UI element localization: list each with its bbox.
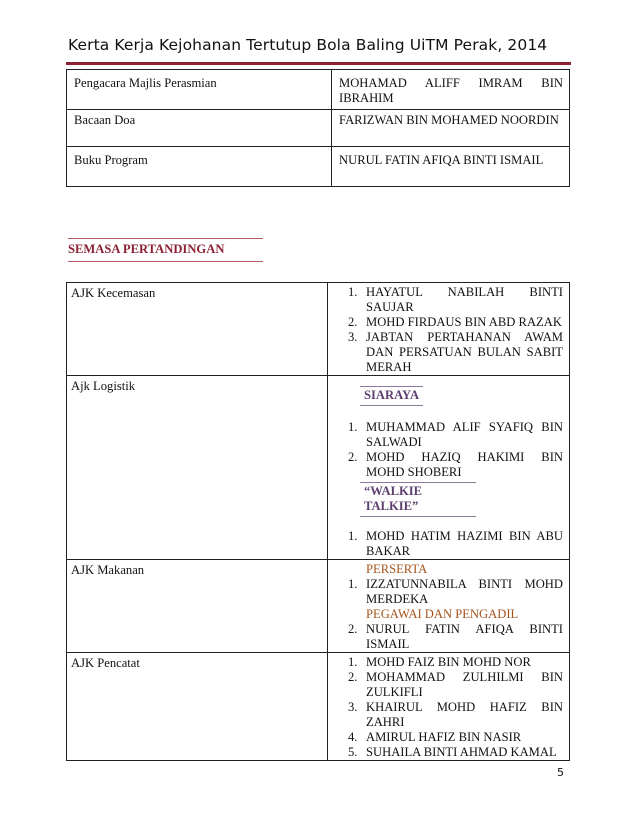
member-list	[336, 622, 563, 652]
item-number: 2.	[348, 450, 358, 464]
member-list	[336, 529, 563, 559]
section-title: SEMASA PERTANDINGAN	[68, 238, 263, 262]
subsection-label: “WALKIE TALKIE”	[360, 482, 476, 517]
subsection-label: SIARAYA	[360, 386, 423, 406]
item-number: 1.	[348, 420, 358, 434]
role-cell: Pengacara Majlis Perasmian	[67, 70, 332, 110]
item-number: 1.	[348, 285, 358, 299]
role-cell: AJK Kecemasan	[67, 283, 328, 376]
item-number: 1.	[348, 655, 358, 669]
member-name: NURUL FATIN AFIQA BINTI ISMAIL	[366, 622, 563, 651]
table-row	[67, 147, 570, 187]
list-item	[336, 420, 563, 450]
table-row	[67, 283, 570, 376]
name-cell: MOHAMAD ALIFF IMRAM BIN IBRAHIM	[332, 70, 570, 110]
list-item	[336, 700, 563, 730]
item-number: 2.	[348, 315, 358, 329]
item-number: 5.	[348, 745, 358, 759]
list-item	[336, 670, 563, 700]
item-number: 4.	[348, 730, 358, 744]
list-item	[336, 745, 563, 760]
member-name: IZZATUNNABILA BINTI MOHD MERDEKA	[366, 577, 563, 606]
list-item	[336, 285, 563, 315]
item-number: 3.	[348, 330, 358, 344]
table-row	[67, 376, 570, 560]
member-name: KHAIRUL MOHD HAFIZ BIN ZAHRI	[366, 700, 563, 729]
list-item	[336, 577, 563, 607]
page-number: 5	[557, 766, 564, 779]
list-item	[336, 730, 563, 745]
members-cell	[328, 653, 570, 761]
member-name: JABTAN PERTAHANAN AWAM DAN PERSATUAN BULAN SABIT MERAH	[366, 330, 563, 374]
list-item	[336, 330, 563, 375]
members-cell	[328, 376, 570, 560]
list-item	[336, 655, 563, 670]
list-item	[336, 622, 563, 652]
member-list	[336, 655, 563, 760]
member-list	[336, 420, 563, 480]
committee-table	[66, 282, 570, 761]
members-cell	[328, 283, 570, 376]
table-row	[67, 70, 570, 110]
table-row	[67, 110, 570, 147]
role-cell: Buku Program	[67, 147, 332, 187]
item-number: 3.	[348, 700, 358, 714]
item-number: 2.	[348, 622, 358, 636]
member-list	[336, 285, 563, 375]
page-header-title: Kerta Kerja Kejohanan Tertutup Bola Baling UiTM Perak, 2014	[68, 36, 548, 54]
list-item	[336, 450, 563, 480]
member-name: MOHD HATIM HAZIMI BIN ABU BAKAR	[366, 529, 563, 558]
name-cell: FARIZWAN BIN MOHAMED NOORDIN	[332, 110, 570, 147]
role-cell: AJK Pencatat	[67, 653, 328, 761]
member-name: MOHD FAIZ BIN MOHD NOR	[366, 655, 531, 669]
table-row	[67, 653, 570, 761]
member-name: HAYATUL NABILAH BINTI SAUJAR	[366, 285, 563, 314]
item-number: 1.	[348, 529, 358, 543]
member-list	[336, 577, 563, 607]
list-item	[336, 529, 563, 559]
member-name: MOHD HAZIQ HAKIMI BIN MOHD SHOBERI	[366, 450, 563, 479]
header-rule	[66, 62, 571, 65]
members-cell	[328, 560, 570, 653]
role-cell: Bacaan Doa	[67, 110, 332, 147]
role-cell: AJK Makanan	[67, 560, 328, 653]
member-name: MOHD FIRDAUS BIN ABD RAZAK	[366, 315, 562, 329]
role-cell: Ajk Logistik	[67, 376, 328, 560]
subsection-label: PERSERTA	[366, 562, 428, 576]
table-row	[67, 560, 570, 653]
member-name: SUHAILA BINTI AHMAD KAMAL	[366, 745, 557, 759]
member-name: MUHAMMAD ALIF SYAFIQ BIN SALWADI	[366, 420, 563, 449]
member-name: MOHAMMAD ZULHILMI BIN ZULKIFLI	[366, 670, 563, 699]
item-number: 2.	[348, 670, 358, 684]
item-number: 1.	[348, 577, 358, 591]
subsection-label: PEGAWAI DAN PENGADIL	[366, 607, 519, 621]
name-cell: NURUL FATIN AFIQA BINTI ISMAIL	[332, 147, 570, 187]
list-item	[336, 315, 563, 330]
member-name: AMIRUL HAFIZ BIN NASIR	[366, 730, 522, 744]
ceremony-table	[66, 69, 570, 187]
